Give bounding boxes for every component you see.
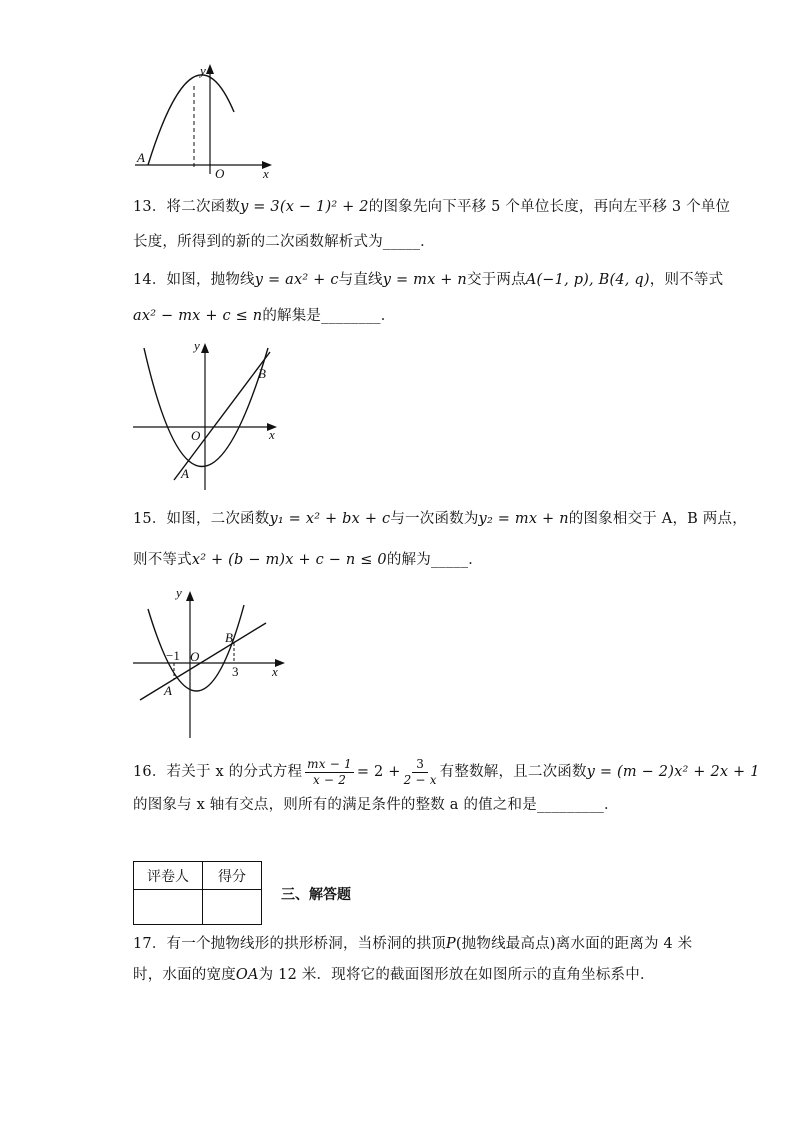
q17-text-c: 时，水面的宽度 bbox=[133, 967, 236, 983]
q16-text: 16．若关于 x 的分式方程 bbox=[133, 764, 303, 780]
q15-text-c: 的图象相交于 A，B 两点， bbox=[568, 511, 747, 527]
q14-line-eq: y = mx + n bbox=[382, 272, 467, 288]
q13-equation: y = 3(x − 1)² + 2 bbox=[240, 199, 369, 215]
q14-text-b: 与直线 bbox=[338, 272, 383, 288]
q15-line1 bbox=[133, 509, 747, 529]
q14-text-d: ，则不等式 bbox=[649, 272, 724, 288]
q17-text: 17．有一个抛物线形的拱形桥洞，当桥洞的拱顶 bbox=[133, 936, 446, 952]
parabola bbox=[148, 75, 234, 165]
q15-linear-eq: y₂ = mx + n bbox=[478, 511, 569, 527]
q13-text-2: 长度，所得到的新的二次函数解析式为_____． bbox=[133, 234, 435, 250]
q17-text-d: 为 12 米．现将它的截面图形放在如图所示的直角坐标系中． bbox=[258, 967, 655, 983]
q17-point-p: P bbox=[445, 936, 456, 952]
q16-equals: = 2 + bbox=[356, 764, 401, 780]
parabola bbox=[144, 348, 268, 467]
q14-text: 14．如图，抛物线 bbox=[133, 272, 255, 288]
q14-points: A(−1, p), B(4, q) bbox=[525, 272, 650, 288]
label-y: y bbox=[194, 338, 200, 353]
q15-text: 15．如图，二次函数 bbox=[133, 511, 270, 527]
q14-line1 bbox=[133, 270, 723, 290]
q14-text-c: 交于两点 bbox=[466, 272, 526, 288]
label-neg1: −1 bbox=[166, 648, 180, 663]
q13-text: 13．将二次函数 bbox=[133, 199, 241, 215]
grader-cell bbox=[134, 890, 203, 925]
fraction-1 bbox=[305, 757, 354, 788]
fraction-2-numerator: 3 bbox=[412, 757, 428, 773]
straight-line bbox=[174, 352, 270, 480]
y-axis-arrow bbox=[186, 591, 194, 601]
figure-q12 bbox=[130, 62, 280, 182]
q14-parabola-eq: y = ax² + c bbox=[254, 272, 339, 288]
label-a: A bbox=[181, 466, 189, 481]
label-b: B bbox=[225, 630, 233, 645]
q17-line1 bbox=[133, 934, 692, 954]
label-o: O bbox=[191, 428, 201, 443]
label-x: x bbox=[272, 664, 278, 679]
q17-text-b: (抛物线最高点)离水面的距离为 4 米 bbox=[455, 936, 693, 952]
q15-quadratic-eq: y₁ = x² + bx + c bbox=[269, 511, 391, 527]
fraction-2-denominator: 2 − x bbox=[403, 772, 437, 787]
label-o: O bbox=[190, 649, 200, 664]
q16-equation: y = (m − 2)x² + 2x + 1 bbox=[586, 764, 760, 780]
grader-header: 评卷人 bbox=[134, 862, 203, 890]
q14-inequality: ax² − mx + c ≤ n bbox=[133, 308, 263, 324]
y-axis-arrow bbox=[206, 64, 214, 74]
q14-text-e: 的解集是________． bbox=[262, 308, 396, 324]
label-a: A bbox=[164, 683, 172, 698]
label-y: y bbox=[200, 63, 206, 78]
q13-line2 bbox=[133, 232, 435, 252]
section-title: 三、解答题 bbox=[281, 887, 351, 903]
q13-line1 bbox=[133, 197, 730, 217]
fraction-1-numerator: mx − 1 bbox=[307, 756, 352, 771]
label-o: O bbox=[215, 166, 225, 181]
q16-text-c: 的图象与 x 轴有交点，则所有的满足条件的整数 a 的值之和是_________． bbox=[133, 797, 619, 813]
label-a: A bbox=[137, 150, 145, 165]
fraction-2 bbox=[404, 757, 437, 788]
parabola bbox=[148, 605, 244, 691]
label-b: B bbox=[258, 366, 266, 381]
q15-inequality: x² + (b − m)x + c − n ≤ 0 bbox=[191, 552, 387, 568]
label-x: x bbox=[263, 166, 269, 181]
q15-text-e: 的解为_____． bbox=[386, 552, 483, 568]
q16-text-b: 有整数解，且二次函数 bbox=[439, 764, 587, 780]
straight-line bbox=[140, 623, 266, 700]
score-cell bbox=[203, 890, 262, 925]
q14-line2 bbox=[133, 306, 395, 326]
q17-line2 bbox=[133, 965, 655, 985]
q15-line2 bbox=[133, 550, 483, 570]
y-axis-arrow bbox=[201, 343, 209, 353]
figure-q14 bbox=[130, 338, 285, 493]
q15-text-b: 与一次函数为 bbox=[390, 511, 479, 527]
q13-text-b: 的图象先向下平移 5 个单位长度，再向左平移 3 个单位 bbox=[368, 199, 731, 215]
grading-table bbox=[133, 861, 262, 925]
label-x: x bbox=[269, 427, 275, 442]
score-header: 得分 bbox=[203, 862, 262, 890]
fraction-1-denominator: x − 2 bbox=[312, 772, 347, 787]
q15-text-d: 则不等式 bbox=[133, 552, 192, 568]
q16-line1 bbox=[133, 752, 760, 792]
q16-line2 bbox=[133, 795, 619, 815]
label-3: 3 bbox=[232, 664, 239, 679]
figure-q15 bbox=[130, 583, 290, 743]
label-y: y bbox=[176, 585, 182, 600]
q17-segment-oa: OA bbox=[235, 967, 259, 983]
